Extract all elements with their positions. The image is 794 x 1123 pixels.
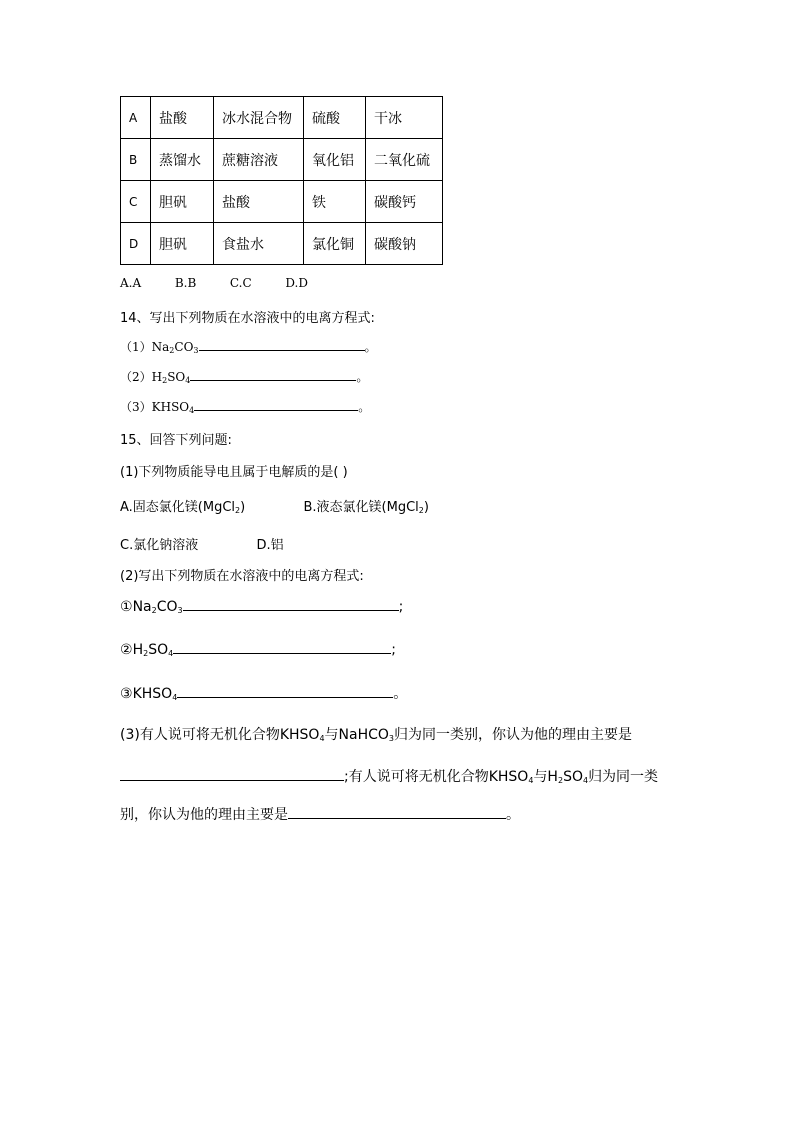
table-cell: 氧化铝 (304, 139, 366, 181)
table-cell: 冰水混合物 (214, 97, 304, 139)
table-row (121, 223, 443, 265)
q15-part3-line1: (3)有人说可将无机化合物$KHSO_4$与NaHCO$_3$归为同一类别，你认为他的理由主要是 (120, 727, 633, 743)
option-b: B.液态氯化镁(MgCl$_2$) (303, 500, 429, 515)
row-letter: B (121, 139, 151, 181)
q15-part3-line2: ;有人说可将无机化合物$KHSO_4$与$H_2SO_4$归为同一类 (120, 766, 658, 786)
table-cell: 胆矾 (151, 181, 214, 223)
q15-options-ab (120, 496, 429, 515)
choice-c: C.C (229, 276, 252, 290)
q15-eq-3: $③KHSO_4$ 。 (120, 686, 408, 702)
answer-blank[interactable] (190, 368, 356, 381)
answer-blank[interactable] (177, 685, 393, 698)
q15-part2: (2)写出下列物质在水溶液中的电离方程式: (120, 569, 364, 584)
table-cell: 碳酸钠 (366, 223, 443, 265)
table-cell: 铁 (304, 181, 366, 223)
options-table (120, 96, 443, 265)
table-row (121, 181, 443, 223)
option-a: A.固态氯化镁(MgCl$_2$) (120, 500, 246, 515)
answer-blank[interactable] (120, 768, 344, 781)
table-cell: 蔗糖溶液 (214, 139, 304, 181)
q15-part3-line3: 别，你认为他的理由主要是 。 (120, 807, 520, 823)
q14-title: 14、写出下列物质在水溶液中的电离方程式: (120, 311, 375, 326)
choice-a: A.A (120, 276, 142, 290)
row-letter: D (121, 223, 151, 265)
table-cell: 氯化铜 (304, 223, 366, 265)
table-cell: 硫酸 (304, 97, 366, 139)
q15-options-cd (120, 534, 284, 553)
q15-eq-2: $②H_2SO_4$ ; (120, 642, 396, 658)
answer-blank[interactable] (199, 338, 365, 351)
table-cell: 盐酸 (151, 97, 214, 139)
option-c: C.氯化钠溶液 (120, 538, 199, 553)
table-cell: 蒸馏水 (151, 139, 214, 181)
q14-item-3: $(3)KHSO_4$ 。 (120, 400, 371, 415)
option-d: D.铝 (256, 538, 284, 553)
table-cell: 胆矾 (151, 223, 214, 265)
row-letter: C (121, 181, 151, 223)
q15-title: 15、回答下列问题: (120, 433, 232, 448)
answer-blank[interactable] (173, 641, 391, 654)
table-cell: 二氧化硫 (366, 139, 443, 181)
q15-eq-1: $①Na_2CO_3$ ; (120, 599, 404, 615)
q15-part1: (1)下列物质能导电且属于电解质的是( ) (120, 465, 348, 480)
table-cell: 盐酸 (214, 181, 304, 223)
choice-b: B.B (174, 276, 197, 290)
table-row (121, 139, 443, 181)
row-letter: A (121, 97, 151, 139)
q13-choices (120, 276, 308, 290)
table-row (121, 97, 443, 139)
q14-item-1: $(1)Na_2CO_3$ 。 (120, 340, 377, 355)
answer-blank[interactable] (194, 398, 358, 411)
answer-blank[interactable] (183, 598, 399, 611)
q14-item-2: $(2)H_2SO_4$ 。 (120, 370, 369, 385)
table-cell: 碳酸钙 (366, 181, 443, 223)
table-cell: 干冰 (366, 97, 443, 139)
choice-d: D.D (285, 276, 308, 290)
table-cell: 食盐水 (214, 223, 304, 265)
answer-blank[interactable] (288, 806, 506, 819)
